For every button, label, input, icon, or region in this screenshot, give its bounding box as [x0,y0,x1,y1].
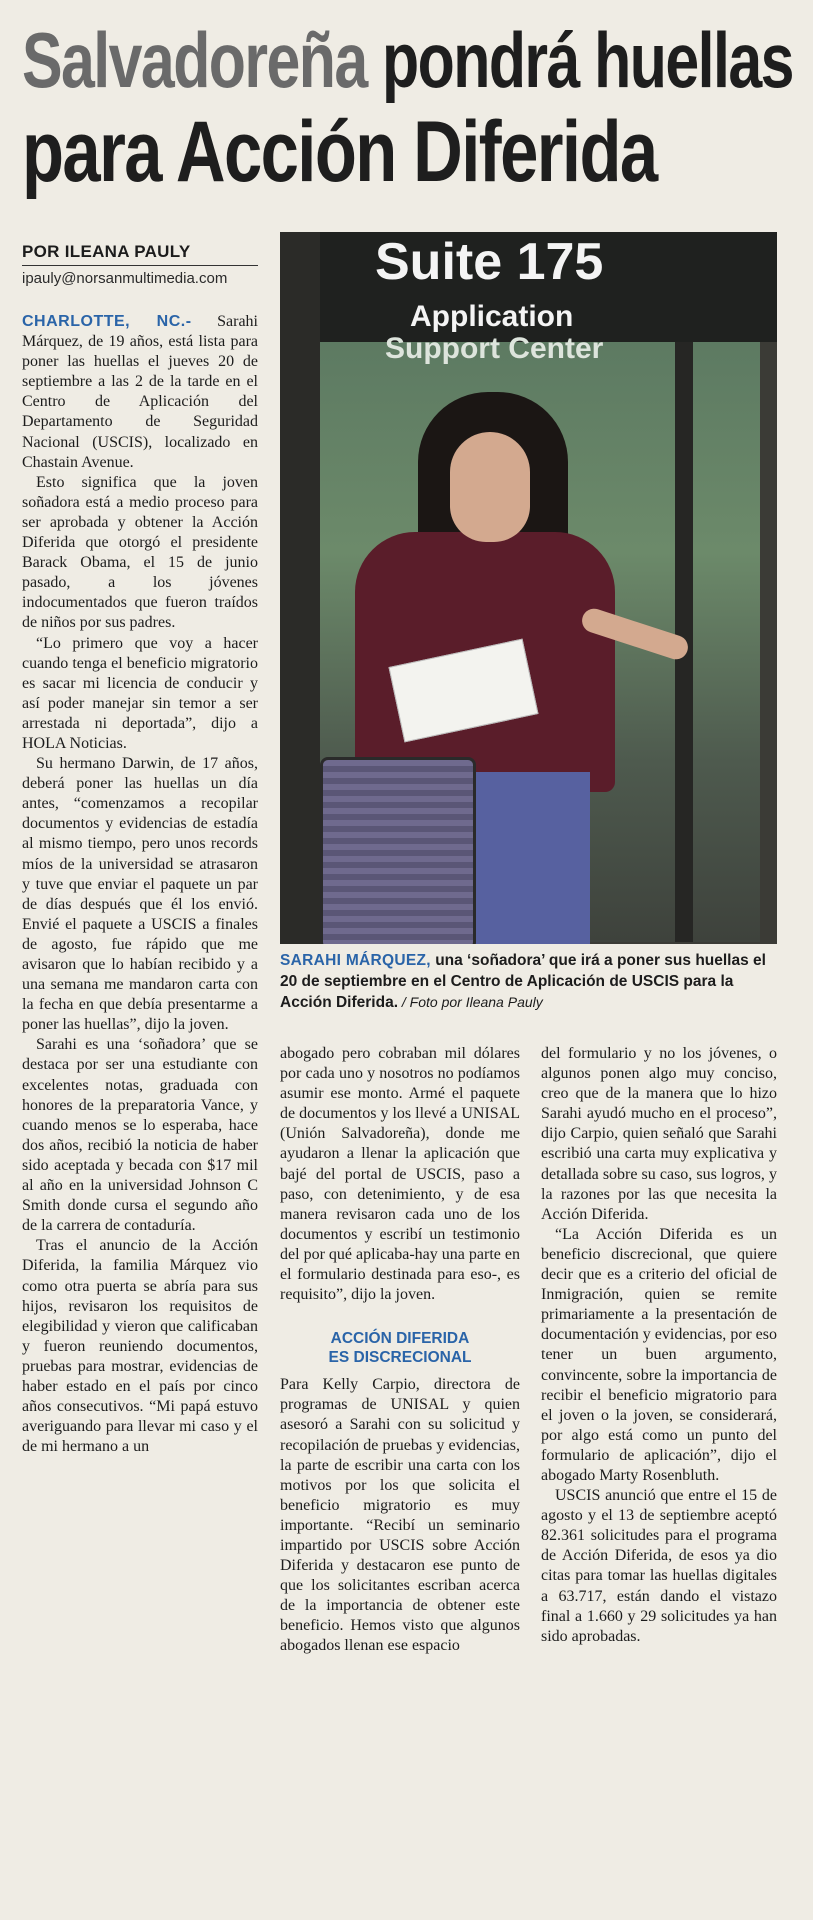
caption-text: una ‘soñadora’ que irá a poner sus huellas el 20 de septiembre en el Centro de Aplicación de USCIS para la Acción Diferida. [280,952,766,1011]
headline-word-salvadorena: Salvadoreña [22,16,367,104]
photo-of-woman-at-door [280,232,777,944]
headline-line-1 [22,14,793,106]
article-column-1 [22,312,258,1457]
paragraph: Sarahi es una ‘soñadora’ que se destaca por ser una estudiante con excelentes notas, graduada con honores de la preparatoria Vance, y cuando menos se lo esperaba, hace dos años, recibió la noticia de haber sido aceptada y becada con $17 mil al año en la universidad Johnson C Smith donde cursa el segundo año de la carrera de contaduría. [22,1036,258,1235]
byline-author: POR ILEANA PAULY [22,242,258,266]
paragraph: del formulario y no los jóvenes, o algunos ponen algo muy conciso, creo que de la manera que lo hizo Sarahi ayudó mucho en el proceso”, dijo Carpio, quien señaló que Sarahi escribió una carta muy explicativa y detallada sobre su caso, sus logros, y la razones por las que necesita la Acción Diferida. [541,1045,777,1223]
dateline: CHARLOTTE, NC.- [22,313,192,330]
photo-caption [280,950,777,1013]
photo-woman-face [450,432,530,542]
paragraph: “La Acción Diferida es un beneficio discrecional, que quiere decir que es a criterio del oficial de Inmigración, quien se remite primariamente a la presentación de documentación y evidencias, por eso tener un buen argumento, convincente, sobre la importancia de recibir el beneficio migratorio para el joven o la joven, se considerará, por algo está como un punto del formulario de aplicación”, dijo el abogado Marty Rosenbluth. [541,1225,777,1484]
caption-name: SARAHI MÁRQUEZ, [280,952,431,969]
paragraph [22,312,258,473]
headline [22,14,792,198]
paragraph: Tras el anuncio de la Acción Diferida, la familia Márquez vio como otra puerta se abría para sus hijos, revisaron los requisitos de elegibilidad y vieron que calificaban y fueron reuniendo documentos, pruebas para mostrar, evidencias de haber estado en el país por cinco años consecutivos. “Mi papá estuvo averiguando para llevar mi caso y el de mi hermano a un [22,1237,258,1456]
photo-sign-suite: Suite 175 [375,233,604,291]
subhead-line-1: ACCIÓN DIFERIDA [330,1330,470,1348]
paragraph: USCIS anunció que entre el 15 de agosto y el 13 de septiembre aceptó 82.361 solicitudes para el programa de Acción Diferida, de esos ya dio citas para tomar las huellas digitales a 63.717, están dando el vistazo final a 1.660 y 29 solicitudes ya han sido aprobadas. [541,1487,777,1645]
byline-email: ipauly@norsanmultimedia.com [22,270,228,287]
article-column-3 [541,1044,777,1647]
paragraph: Su hermano Darwin, de 17 años, deberá poner las huellas un día antes, “comenzamos a recopilar documentos y evidencias de estadía al mismo tiempo, pero unos records míos de la universidad se atrasaron y tuve que enviar el paquete un par de días después que él los envió. Envié el paquete a USCIS a finales de agosto, fue rápido que me avisaron que lo habían recibido y a una semana me mandaron carta con la fecha en que debía presentarme a poner las huellas”, dijo la joven. [22,755,258,1034]
photo-sign-application: Application [410,300,574,333]
paragraph: abogado pero cobraban mil dólares por cada uno y nosotros no podíamos asumir ese monto. Armé el paquete de documentos y los llevé a UNISAL (Unión Salvadoreña), donde me ayudaron a llenar la aplicación que bajé del portal de USCIS, paso a paso, con detenimiento, y de esa manera revisaron cada uno de los documentos y escribí un testimonio del por qué aplicaba-hay una parte en el formulario destinada para eso-, es requisito”, dijo la joven. [280,1045,520,1304]
paragraph-text: Sarahi Márquez, de 19 años, está lista para poner las huellas el jueves 20 de septiembre a las 2 de la tarde en el Centro de Aplicación del Departamento de Seguridad Nacional (USCIS), localizado en Chastain Avenue. [22,313,258,471]
subhead-line-2: ES DISCRECIONAL [328,1349,472,1367]
paragraph: “Lo primero que voy a hacer cuando tenga el beneficio migratorio es sacar mi licencia de conducir y así poder manejar sin temor a ser arrestada ni deportada”, dijo a HOLA Noticias. [22,634,258,752]
article-column-2 [280,1044,520,1657]
paragraph: Esto significa que la joven soñadora está a medio proceso para ser aprobada y obtener la Acción Diferida que otorgó el presidente Barack Obama, el 15 de junio pasado, a los jóvenes indocumentados que fueron traídos de niños por sus padres. [22,473,258,632]
subhead [280,1329,520,1367]
photo-handbag [320,757,476,944]
caption-credit: / Foto por Ileana Pauly [398,994,543,1010]
photo-door-frame [280,232,320,944]
headline-line-2: para Acción Diferida [22,104,657,200]
paragraph: Para Kelly Carpio, directora de programas de UNISAL y quien asesoró a Sarahi con su solicitud y recopilación de pruebas y evidencias, la parte de escribir una carta con los motivos por los que solicita el beneficio migratorio es muy importante. “Recibí un seminario impartido por USCIS sobre Acción Diferida y destacaron ese punto de que los solicitantes escriban acerca de la importancia de obtener este beneficio. Hemos visto que algunos abogados llenan ese espacio [280,1376,520,1655]
headline-line-1-rest: pondrá huellas [382,16,793,104]
photo-sign-support-center: Support Center [385,332,604,365]
